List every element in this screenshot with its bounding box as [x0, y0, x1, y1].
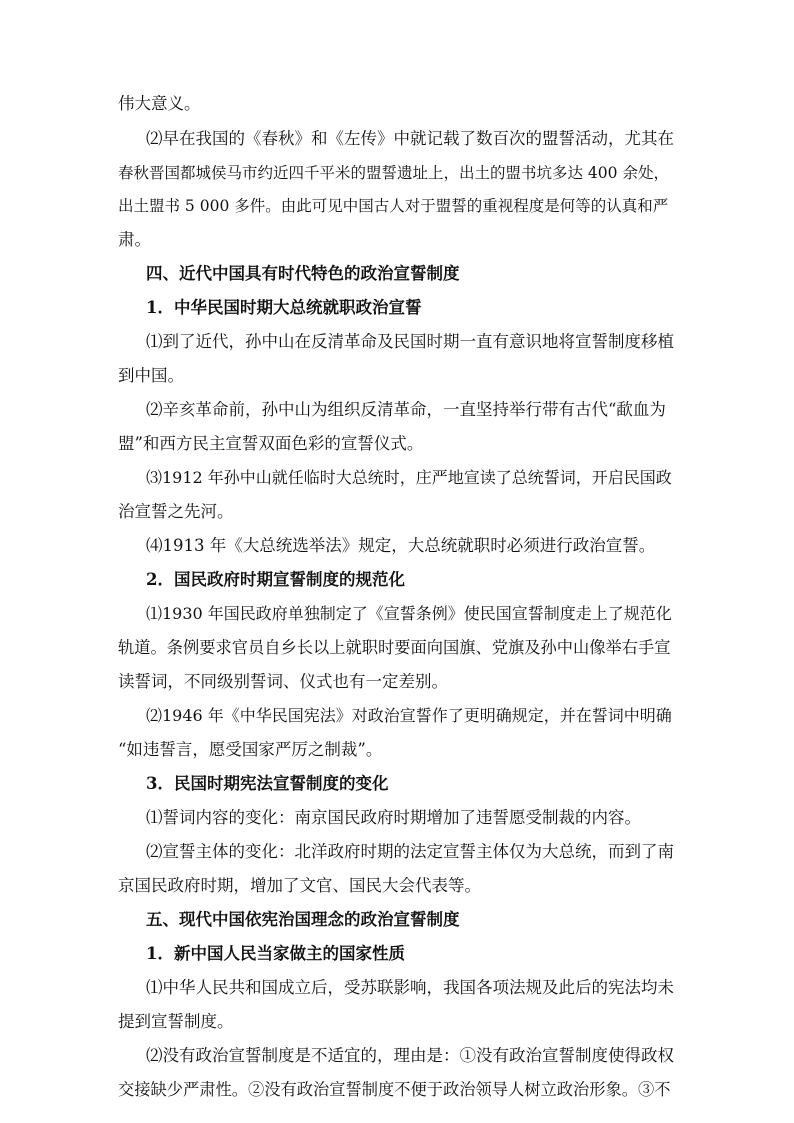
text-line: 京国民政府时期，增加了文官、国民大会代表等。 [118, 876, 481, 895]
text-line: ⑴1930 年国民政府单独制定了《宣誓条例》使民国宣誓制度走上了规范化 [146, 604, 672, 623]
text-line: 肃。 [118, 230, 151, 249]
text-line: 伟大意义。 [118, 94, 201, 113]
text-line: ⑵宣誓主体的变化：北洋政府时期的法定宣誓主体仅为大总统，而到了南 [146, 842, 674, 861]
subsection-heading: 1．新中国人民当家做主的国家性质 [146, 944, 405, 963]
text-line: 轨道。条例要求官员自乡长以上就职时要面向国旗、党旗及孙中山像举右手宣 [118, 638, 671, 657]
text-line: ⑴到了近代，孙中山在反清革命及民国时期一直有意识地将宣誓制度移植 [146, 332, 674, 351]
section-heading: 五、现代中国依宪治国理念的政治宣誓制度 [146, 910, 460, 929]
text-line: ⑵早在我国的《春秋》和《左传》中就记载了数百次的盟誓活动，尤其在 [146, 129, 674, 148]
text-line: ⑴中华人民共和国成立后，受苏联影响，我国各项法规及此后的宪法均未 [146, 978, 674, 997]
text-line: ⑶1912 年孙中山就任临时大总统时，庄严地宣读了总统誓词，开启民国政 [146, 468, 672, 487]
text-line: 读誓词，不同级别誓词、仪式也有一定差别。 [118, 672, 448, 691]
text-line: 春秋晋国都城侯马市约近四千平米的盟誓遗址上，出土的盟书坑多达 400 余处， [118, 164, 669, 182]
text-line: ⑵辛亥革命前，孙中山为组织反清革命，一直坚持举行带有古代“歃血为 [146, 400, 666, 419]
text-line: 交接缺少严肃性。②没有政治宣誓制度不便于政治领导人树立政治形象。③不 [118, 1080, 671, 1099]
subsection-heading: 1．中华民国时期大总统就职政治宣誓 [146, 298, 422, 317]
text-line: 盟”和西方民主宣誓双面色彩的宣誓仪式。 [118, 434, 424, 453]
text-line: “如违誓言，愿受国家严厉之制裁”。 [118, 740, 383, 759]
text-line: ⑴誓词内容的变化：南京国民政府时期增加了违誓愿受制裁的内容。 [146, 808, 641, 827]
subsection-heading: 3．民国时期宪法宣誓制度的变化 [146, 774, 389, 793]
text-line: 提到宣誓制度。 [118, 1012, 234, 1031]
text-line: 治宣誓之先河。 [118, 502, 234, 521]
text-line: ⑵没有政治宣誓制度是不适宜的，理由是：①没有政治宣誓制度使得政权 [146, 1046, 674, 1065]
text-line: 到中国。 [118, 366, 184, 385]
text-line: ⑵1946 年《中华民国宪法》对政治宣誓作了更明确规定，并在誓词中明确 [146, 706, 672, 725]
text-line: 出土盟书 5 000 多件。由此可见中国古人对于盟誓的重视程度是何等的认真和严 [118, 197, 669, 215]
text-line: ⑷1913 年《大总统选举法》规定，大总统就职时必须进行政治宣誓。 [146, 536, 656, 555]
section-heading: 四、近代中国具有时代特色的政治宣誓制度 [146, 264, 460, 283]
subsection-heading: 2．国民政府时期宣誓制度的规范化 [146, 570, 405, 589]
